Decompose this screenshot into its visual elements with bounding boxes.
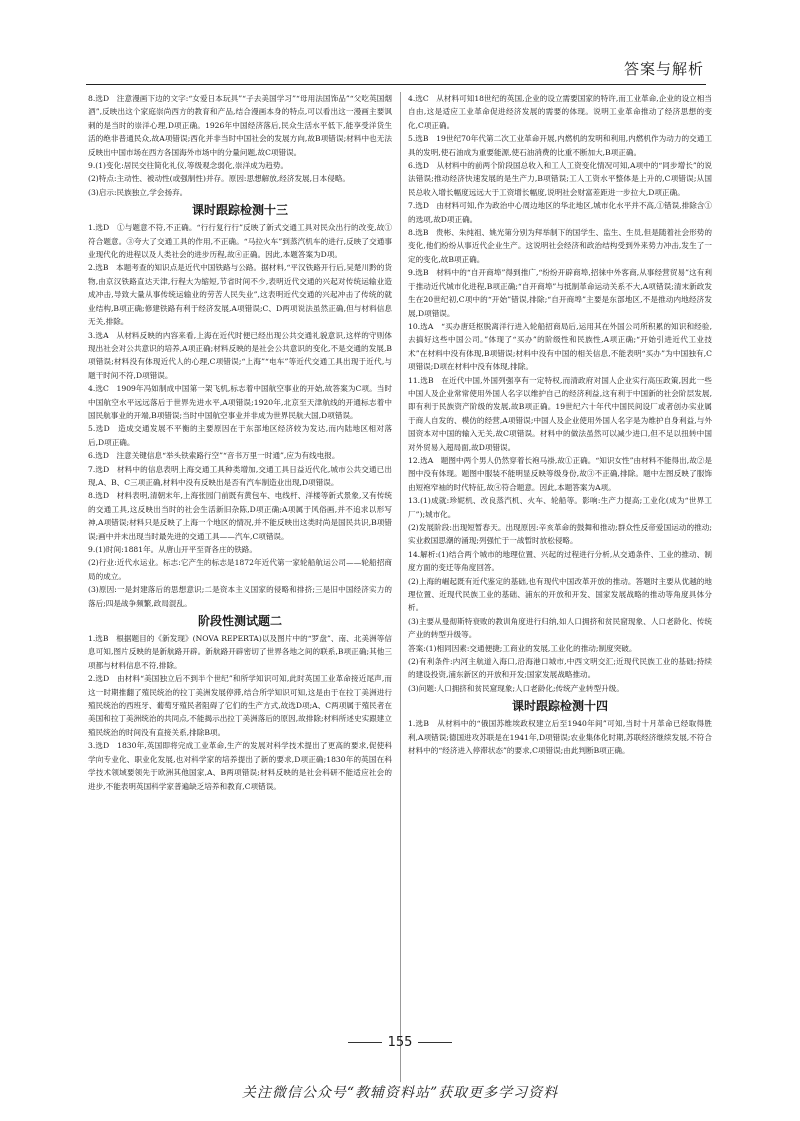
answer-item: (3)问题:人口拥挤和贫民窟现象;人口老龄化;传统产业转型升级。 (408, 683, 624, 693)
answer-item: 9.选B 材料中的“自开商埠”得到推广,“纷纷开辟商埠,招徕中外客商,从事经营贸易”这有利于推动近代城市化进程,B项正确;“自开商埠”与抵制革命运动关系不大,A项错误;清末新政发生在20世纪初,C项中的“开始”错误,排除;“自开商埠”主要是东部地区,不是推动内地经济发展,D项错误。 (408, 268, 712, 318)
answer-item: 答案:(1)相同因素:交通便捷;工商业的发展,工业化的推动;制度突破。 (408, 643, 637, 653)
answer-item: 9.(1)时间:1881年。从唐山开平至胥各庄的铁路。 (88, 545, 257, 554)
answer-item: (2)行业:近代水运业。标志:它产生的标志是1872年近代第一家轮船航运公司——轮船招商局的成立。 (88, 558, 392, 581)
column-divider (400, 92, 401, 1082)
answer-item: 1.选B 从材料中的“俄国苏维埃政权建立后至1940年间”可知,当时十月革命已经取得胜利,A项错误;德国进攻苏联是在1941年,D项错误;农业集体化时期,苏联经济继续发展,不符合材料中的“经济进入停滞状态”的要求,C项错误;由此判断B项正确。 (408, 719, 712, 756)
answer-item: 6.选D 注意关键信息“举头铁索路行空”“音书万里一时通”,应为有线电报。 (88, 451, 340, 461)
answer-item: 4.选C 1909年冯如制成中国第一架飞机,标志着中国航空事业的开始,故答案为C项。当时中国航空水平远远落后于世界先进水平,A项错误;1920年,北京至天津航线的开通标志着中国民航事业的开端,B项错误;当时中国航空事业并非成为世界民航大国,D项错误。 (88, 384, 392, 420)
answer-item: 13.(1)成就:珍妮机、改良蒸汽机、火车、轮船等。影响:生产力提高;工业化(成为“世界工厂”);城市化。 (408, 496, 712, 519)
section-title: 阶段性测试题二 (197, 614, 282, 629)
answer-item: 8.选B 贵彬、朱纯祖、姚光第分别为拜举制下的国学生、监生、生员,但是随着社会形势的变化,他们纷纷从事近代企业生产。这说明社会经济和政治结构受到外来势力冲击,发生了一定的变化,故B项正确。 (408, 228, 712, 264)
answer-item: 2.选D 由材料“美国独立后不到半个世纪”和所学知识可知,此时英国工业革命接近尾声,而这一时期推翻了殖民统治的拉丁美洲发展停滞,结合所学知识可知,这是由于在拉丁美洲进行殖民统治的西班牙、葡萄牙殖民者阻碍了它们的生产方式,故选D项;A、C两项属于殖民者在美国和拉丁美洲统治的共同点,不能揭示出拉丁美洲落后的原因,故排除;材料所述史实跟建立殖民统治的时间没有直接关系,排除B项。 (88, 674, 392, 737)
page-number-text: 155 (387, 1035, 413, 1050)
answer-item: (2)上海的崛起既有近代鉴定的基础,也有现代中国改革开放的推动。答题时主要从优越的地理位置、近现代民族工业的基础、浦东的开放和开发、国家发展战略的推动等角度具体分析。 (408, 576, 712, 613)
section-title: 课时跟踪检测十四 (511, 699, 608, 714)
page-number-dash (348, 1042, 382, 1043)
answer-item: 8.选D 材料表明,清朝末年,上海张园门前既有黄包车、电线杆、洋楼等新式景象,又有传统的交通工具,这反映出当时的社会生活新旧杂陈,D项正确;A项属于风俗画,并不追求以形写神,A项错误;材料只是反映了上海一个地区的情况,并不能反映出这类时尚是国民共识,B项错误;画中并未出现当时最先进的交通工具——汽车,C项错误。 (88, 491, 392, 541)
answer-item: (2)有利条件:内河主航道入海口,沿海港口城市,中西文明交汇;近现代民族工业的基础;持续的建设投资,浦东新区的开放和开发;国家发展战略推动。 (408, 657, 712, 680)
answer-item: 5.选B 19世纪70年代第二次工业革命开展,内燃机的发明和利用,内燃机作为动力的交通工具的发明,使石油成为重要能源,使石油消费的比重不断加大,B项正确。 (408, 134, 712, 157)
section-title: 课时跟踪检测十三 (191, 203, 288, 218)
answer-item: (3)原因:一是封建落后的思想意识;二是资本主义国家的侵略和排挤;三是旧中国经济实力的落后;四是战争频繁,政局混乱。 (88, 585, 392, 608)
answer-item: 14.解析:(1)结合两个城市的地理位置、兴起的过程进行分析,从交通条件、工业的推动、制度方面的变迁等角度回答。 (408, 549, 712, 573)
answer-item: 9.(1)变化:居民交往简化礼仪,等级观念弱化,崇洋成为趋势。 (88, 161, 289, 171)
answer-item: (2)特点:主动性、被动性(或强制性)并存。原因:思想解放,经济发展,日本侵略。 (88, 174, 351, 184)
footer-note: 关注微信公众号“教辅资料站”获取更多学习资料 (241, 1085, 559, 1101)
answer-item: 4.选C 从材料可知18世纪的英国,企业的设立需要国家的特许,而工业革命,企业的设立相当自由,这是适应工业革命促进经济发展的需要的体现。说明工业革命推动了经济思想的变化,C项正确。 (408, 94, 712, 130)
left-column (88, 92, 392, 1092)
answer-item: 3.选D 1830年,英国即将完成工业革命,生产的发展对科学技术提出了更高的要求,促使科学向专业化、职业化发展,也对科学家的培养提出了新的要求,D项正确;1830年的英国在科学技术领域要领先于欧洲其他国家,A、B两项错误;材料反映的是社会科研不能适应社会的进步,不能表明英国科学家普遍缺乏培养和教育,C项错误。 (88, 741, 392, 791)
answer-item: 1.选D ①与题意不符,不正确。“行行复行行”反映了新式交通工具对民众出行的改变,故①符合题意。③夸大了交通工具的作用,不正确。“马拉火车”到蒸汽机车的进行,反映了交通事业现代化的进程以及人类社会的进步历程,故④正确。因此,本题答案为D项。 (88, 223, 392, 260)
answer-item: (3)启示:民族独立,学会扬弃。 (88, 187, 188, 197)
answer-item: 10.选A “买办唐廷枢脱离洋行进入轮船招商局后,运用其在外国公司所积累的知识和经验,去搞好这些中国公司。”体现了“买办”的阶级性和民族性,A项正确;“开始引进近代工业技术”在材料中没有体现,B项错误;材料中没有中国的相关信息,不能表明“买办”为中国独有,C项错误;D项在材料中没有体现,排除。 (408, 321, 712, 372)
answer-item: 6.选D 从材料中的前两个阶段国总收入和工人工资变化情况可知,A项中的“同步增长”的说法错误;推动经济快速发展的是生产力,B项错误;工人工资水平整体是上升的,C项错误;从国民总收入增长幅度远远大于工资增长幅度,说明社会财富差距进一步拉大,D项正确。 (408, 161, 712, 197)
answer-item: (3)主要从曼彻斯特衰败的教训角度进行归纳,如人口拥挤和贫民窟现象、人口老龄化、传统产业的转型升级等。 (408, 616, 712, 640)
answer-item: 2.选B 本题考查的知识点是近代中国铁路与公路。据材料,“平汉铁路开行后,吴楚川黔的货物,由京汉铁路直达天津,行程大为缩短,节省时间不少,表明近代交通的兴起对传统运输业造成冲击,导致大量从事传统运输业的劳苦人民失业”,这表明近代交通的兴起冲击了传统的就业结构,B项正确;修建铁路有利于经济发展,A项错误;C、D两项说法虽然正确,但与材料信息无关,排除。 (88, 263, 392, 327)
answer-item: 8.选D 注意漫画下边的文字:“女爱日本玩具”“子去美国学习”“母用法国饰品”“父吃英国烟酒”,反映出这个家庭崇尚西方的教育和产品,结合漫画本身的特点,可以看出这一漫画主要讽刺的是当时的崇洋心理,D项正确。1926年中国经济落后,民众生活水平低下,能享受洋货生活的绝非普通民众,故A项错误;西化并非当时中国社会的发展方向,故B项错误;材料中也无法反映出中国市场在西方各国海外市场中的分量问题,故C项错误。 (88, 94, 392, 157)
answer-item: 3.选A 从材料反映的内容来看,上海在近代时便已经出现公共交通礼貌意识,这样的守则体现出社会对公共意识的培养,A项正确;材料反映的是社会公共意识的变化,不是交通的发展,B项错误;材料没有体现近代人的心理,C项错误;“上海”“电车”等近代交通工具出现于近代,与题干时间不符,D项错误。 (88, 330, 392, 380)
answer-item: 11.选B 在近代中国,外国列强享有一定特权,而清政府对国人企业实行高压政策,因此一些中国人及企业常常使用外国人名字以维护自己的经济利益,这有利于中国新的社会阶层发展,即有利于民族资产阶级的发展,故B项正确。19世纪六十年代中国民间设厂或者创办实业属于商人自发的、模仿的经营,A项错误;中国人及企业使用外国人名字是为维护自身利益,与外国资本对中国的输入无关,故C项错误。材料中的做法虽然可以减少进口,但不足以扭转中国对外贸易入超局面,故D项错误。 (408, 375, 712, 452)
answer-item: 1.选B 根据题目的《新发现》(NOVA REPERTA)以及图片中的“罗盘”、南、北美洲等信息可知,图片反映的是新航路开辟。新航路开辟密切了世界各地之间的联系,B项正确;其他三项都与材料信息不符,排除。 (88, 634, 392, 670)
answer-item: 7.选D 材料中的信息表明上海交通工具种类增加,交通工具日益近代化,城市公共交通已出现,A、B、C三项正确,材料中没有反映出是否有汽车制造业出现,D项错误。 (88, 464, 392, 487)
page-number-dash (418, 1042, 452, 1043)
right-column (408, 92, 712, 1092)
answer-item: (2)发展阶段:出现短暂春天。出现原因:辛亥革命的鼓舞和推动;群众性反帝爱国运动的推动;实业救国思潮的涌现;列强忙于一战暂时放松侵略。 (408, 523, 712, 546)
answer-item: 7.选D 由材料可知,作为政治中心周边地区的华北地区,城市化水平并不高,①错误,排除含①的选项,故D项正确。 (408, 201, 712, 224)
page-number (0, 1035, 800, 1050)
header-rule (86, 84, 706, 85)
answer-item: 12.选A 题图中两个男人仍然穿着长袍马褂,故①正确。“知识女性”由材料不能得出,故②是图中没有体现。题图中服装不能明显反映等级身份,故③不正确,排除。题中左图反映了服饰由短袍窄袖的时代特征,故④符合题意。因此,本题答案为A项。 (408, 455, 712, 492)
header-title: 答案与解析 (623, 60, 704, 78)
answer-item: 5.选D 造成交通发展不平衡的主要原因在于东部地区经济较为发达,而内陆地区相对落后,D项正确。 (88, 424, 392, 447)
